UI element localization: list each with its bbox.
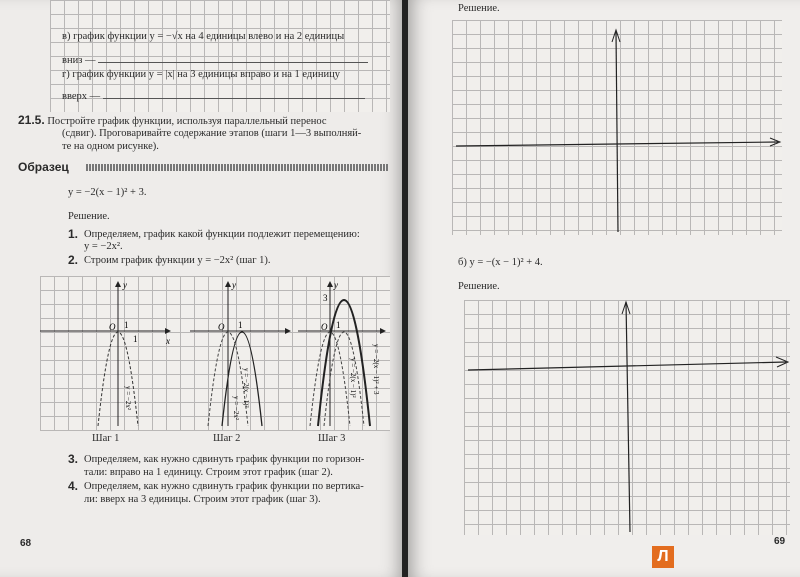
- sample-label: Образец: [18, 160, 73, 174]
- parabola-steps-svg: [40, 276, 390, 431]
- sample-function: y = −2(x − 1)² + 3.: [68, 187, 147, 198]
- step-2-text: Строим график функции y = −2x² (шаг 1).: [84, 255, 271, 266]
- step-2-number: 2.: [68, 253, 79, 267]
- answer-grid-a[interactable]: [452, 20, 782, 235]
- graph-step-3: [298, 280, 385, 426]
- svg-text:y = −2x²: y = −2x²: [232, 396, 240, 420]
- step-4-text-1: Определяем, как нужно сдвинуть график функции по вертика-: [84, 481, 364, 492]
- step-4-text-2: ли: вверх на 3 единицы. Строим этот график (шаг 3).: [84, 494, 321, 505]
- sample-header: [18, 160, 388, 174]
- svg-text:y = −2(x − 1)²: y = −2(x − 1)²: [242, 368, 250, 408]
- item-g-continuation: вверх —: [62, 90, 365, 103]
- item-g-text: г) график функции y = |x| на 3 единицы вправо и на 1 единицу: [62, 69, 340, 80]
- right-page: [408, 0, 800, 577]
- svg-text:y = −2(x − 1)² + 3: y = −2(x − 1)² + 3: [372, 344, 380, 395]
- watermark-logo: Л: [652, 546, 674, 568]
- exercise-line-1: 21.5. Постройте график функции, используя параллельный перенос: [18, 113, 327, 127]
- caption-step-1: Шаг 1: [92, 433, 120, 444]
- answer-line[interactable]: [103, 90, 365, 99]
- solution-label-bottom: Решение.: [458, 281, 500, 292]
- svg-text:y = −2x²: y = −2x²: [124, 386, 132, 410]
- svg-text:O: O: [218, 322, 225, 332]
- item-v-text: в) график функции y = −√x на 4 единицы влево и на 2 единицы: [62, 31, 345, 42]
- exercise-number: 21.5.: [18, 113, 45, 127]
- svg-text:y: y: [334, 280, 338, 290]
- svg-text:1: 1: [238, 320, 243, 330]
- step-3-number: 3.: [68, 452, 79, 466]
- svg-text:O: O: [109, 322, 116, 332]
- step-3-text-1: Определяем, как нужно сдвинуть график функции по горизон-: [84, 454, 365, 465]
- step-4-number: 4.: [68, 479, 79, 493]
- item-b-text: б) y = −(x − 1)² + 4.: [458, 257, 543, 268]
- graph-step-2: [190, 280, 290, 426]
- graph-step-1: [40, 280, 170, 426]
- answer-line[interactable]: [98, 54, 368, 63]
- page-number-left: 68: [20, 538, 32, 549]
- item-v-continuation: вниз —: [62, 54, 368, 67]
- svg-text:1: 1: [124, 320, 129, 330]
- svg-text:1: 1: [336, 320, 341, 330]
- coordinate-axes-a: [452, 20, 782, 235]
- svg-text:x: x: [166, 336, 170, 346]
- exercise-line-2: (сдвиг). Проговаривайте содержание этапов (шаги 1—3 выполняй-: [62, 128, 362, 139]
- sample-graphs: [40, 276, 390, 431]
- svg-text:O: O: [321, 322, 328, 332]
- exercise-line-3: те на одном рисунке).: [62, 141, 159, 152]
- solution-label: Решение.: [68, 211, 110, 222]
- step-1-function: y = −2x².: [84, 241, 123, 252]
- page-number-right: 69: [774, 536, 786, 547]
- svg-text:3: 3: [323, 293, 328, 303]
- svg-text:y: y: [123, 280, 127, 290]
- answer-grid-b[interactable]: [464, 300, 790, 535]
- svg-text:1: 1: [133, 334, 138, 344]
- caption-step-3: Шаг 3: [318, 433, 346, 444]
- step-1-number: 1.: [68, 227, 79, 241]
- step-1-text: Определяем, график какой функции подлежит перемещению:: [84, 229, 360, 240]
- svg-text:y: y: [232, 280, 236, 290]
- svg-text:y = −2(x − 1)²: y = −2(x − 1)²: [349, 358, 357, 398]
- caption-step-2: Шаг 2: [213, 433, 241, 444]
- coordinate-axes-b: [464, 300, 790, 535]
- step-3-text-2: тали: вправо на 1 единицу. Строим этот график (шаг 2).: [84, 467, 333, 478]
- solution-label-top: Решение.: [458, 3, 500, 14]
